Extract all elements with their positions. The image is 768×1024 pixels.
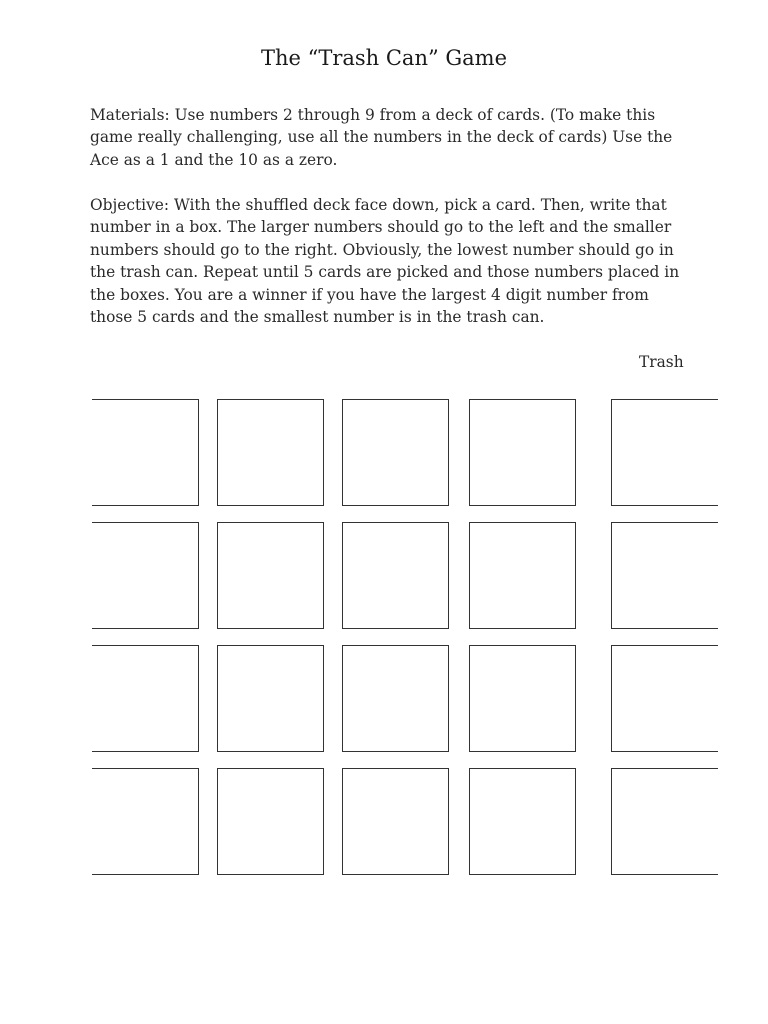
- number-box[interactable]: [92, 645, 199, 752]
- number-box[interactable]: [469, 645, 576, 752]
- number-box[interactable]: [92, 399, 199, 506]
- trash-box[interactable]: [611, 645, 718, 752]
- trash-column-label: Trash: [639, 353, 684, 371]
- number-box[interactable]: [217, 399, 324, 506]
- number-box[interactable]: [342, 645, 449, 752]
- number-box[interactable]: [469, 768, 576, 875]
- trash-box[interactable]: [611, 399, 718, 506]
- trash-box[interactable]: [611, 768, 718, 875]
- number-box[interactable]: [342, 768, 449, 875]
- number-box[interactable]: [342, 522, 449, 629]
- number-box[interactable]: [92, 768, 199, 875]
- materials-paragraph: Materials: Use numbers 2 through 9 from a deck of cards. (To make this game really challenging, use all the numbers in the deck of cards) Use the Ace as a 1 and the 10 as a zero.: [90, 106, 673, 169]
- number-box[interactable]: [92, 522, 199, 629]
- number-box[interactable]: [469, 522, 576, 629]
- number-box[interactable]: [217, 522, 324, 629]
- number-box[interactable]: [217, 768, 324, 875]
- number-box[interactable]: [342, 399, 449, 506]
- trash-box[interactable]: [611, 522, 718, 629]
- page-title: The “Trash Can” Game: [260, 46, 508, 70]
- number-box[interactable]: [469, 399, 576, 506]
- objective-paragraph: Objective: With the shuffled deck face down, pick a card. Then, write that number in a box. The larger numbers should go to the left and the smaller numbers should go to the right. Obviously, the lowest number should go in the trash can. Repeat until 5 cards are picked and those numbers placed in the boxes. You are a winner if you have the largest 4 digit number from those 5 cards and the smallest number is in the trash can.: [90, 196, 680, 327]
- number-box[interactable]: [217, 645, 324, 752]
